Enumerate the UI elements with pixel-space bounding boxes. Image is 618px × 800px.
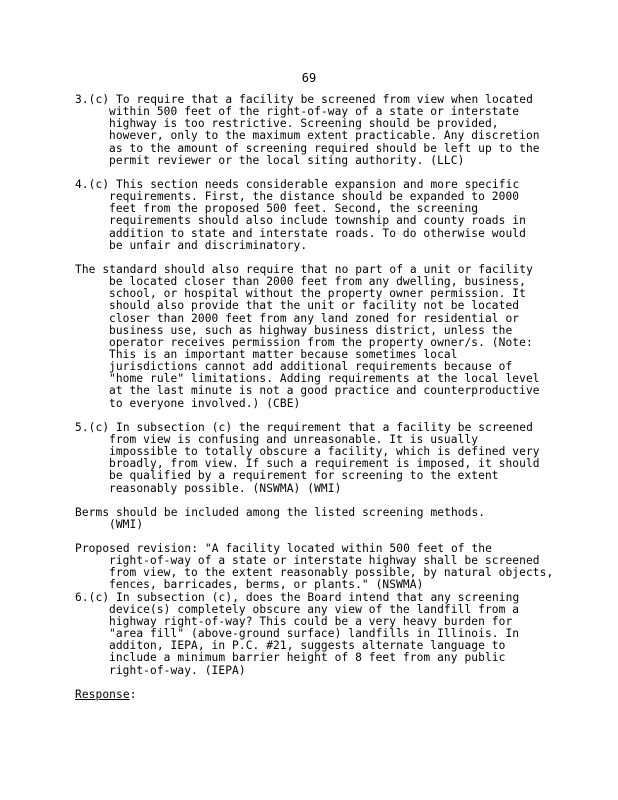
text-line: permit reviewer or the local siting authority. (LLC) (109, 153, 465, 167)
text-line: school, or hospital without the property owner permission. It (109, 287, 526, 301)
text-line: at the last minute is not a good practice and counterproductive (109, 384, 540, 398)
text-line: right-of-way of a state or interstate highway shall be screened (109, 554, 540, 568)
text-line: jurisdictions cannot add additional requirements because of (109, 360, 513, 374)
text-line: Proposed revision: "A facility located within 500 feet of the (75, 542, 492, 555)
text-line: be unfair and discriminatory. (109, 238, 308, 252)
response-heading (75, 689, 560, 701)
text-line: however, only to the maximum extent practicable. Any discretion (109, 129, 540, 143)
text-line: 3.(c) To require that a facility be screened from view when located (75, 93, 533, 106)
text-line: device(s) completely obscure any view of the landfill from a (109, 602, 520, 616)
page-number: 69 (301, 71, 317, 85)
text-line: 6.(c) In subsection (c), does the Board intend that any screening (75, 590, 520, 604)
text-line: (WMI) (109, 517, 144, 531)
comment-4c (75, 179, 560, 252)
text-line: right-of-way. (IEPA) (109, 663, 246, 677)
text-line: Berms should be included among the listed screening methods. (75, 505, 486, 519)
text-line: The standard should also require that no part of a unit or facility (75, 262, 533, 276)
document-body (75, 94, 560, 701)
text-line: requirements should also include township and county roads in (109, 214, 526, 228)
text-line: closer than 2000 feet from any land zoned for residential or (109, 311, 520, 325)
text-line: business use, such as highway business district, unless the (109, 323, 513, 337)
comment-6c (75, 592, 560, 677)
text-line: 4.(c) This section needs considerable expansion and more specific (75, 177, 520, 191)
response-label: Response (75, 687, 130, 701)
text-line: from view is confusing and unreasonable. It is usually (109, 432, 479, 446)
text-line: 5.(c) In subsection (c) the requirement that a facility be screened (75, 420, 533, 434)
text-line: within 500 feet of the right-of-way of a state or interstate (109, 105, 520, 119)
text-line: "area fill" (above-ground surface) landfills in Illinois. In (109, 627, 520, 641)
text-line: broadly, from view. If such a requirement is imposed, it should (109, 457, 540, 471)
text-line: to everyone involved.) (CBE) (109, 396, 301, 410)
comment-3c (75, 94, 560, 167)
text-line: highway is too restrictive. Screening should be provided, (109, 117, 499, 131)
text-line: should also provide that the unit or facility not be located (109, 299, 520, 313)
text-line: highway right-of-way? This could be a very heavy burden for (109, 614, 513, 628)
text-line: include a minimum barrier height of 8 feet from any public (109, 651, 506, 665)
comment-5c (75, 422, 560, 495)
text-line: as to the amount of screening required should be left up to the (109, 141, 540, 155)
text-line: "home rule" limitations. Adding requirements at the local level (109, 372, 540, 386)
text-line: feet from the proposed 500 feet. Second, the screening (109, 202, 479, 216)
text-line: additon, IEPA, in P.C. #21, suggests alternate language to (109, 639, 506, 653)
text-line: from view, to the extent reasonably possible, by natural objects, (109, 566, 554, 580)
text-line: reasonably possible. (NSWMA) (WMI) (109, 481, 342, 495)
proposed-revision (75, 543, 560, 592)
text-line: operator receives permission from the property owner/s. (Note: (109, 335, 533, 349)
text-line: This is an important matter because sometimes local (109, 347, 458, 361)
text-line: impossible to totally obscure a facility, which is defined very (109, 445, 540, 459)
response-colon: : (129, 687, 137, 701)
text-line: be qualified by a requirement for screening to the extent (109, 469, 499, 483)
text-line: requirements. First, the distance should be expanded to 2000 (109, 190, 520, 204)
comment-berms (75, 507, 560, 531)
text-line: fences, barricades, berms, or plants." (NSWMA) (109, 578, 424, 592)
text-line: be located closer than 2000 feet from any dwelling, business, (109, 275, 526, 289)
comment-cbe (75, 264, 560, 410)
text-line: addition to state and interstate roads. To do otherwise would (109, 226, 526, 240)
